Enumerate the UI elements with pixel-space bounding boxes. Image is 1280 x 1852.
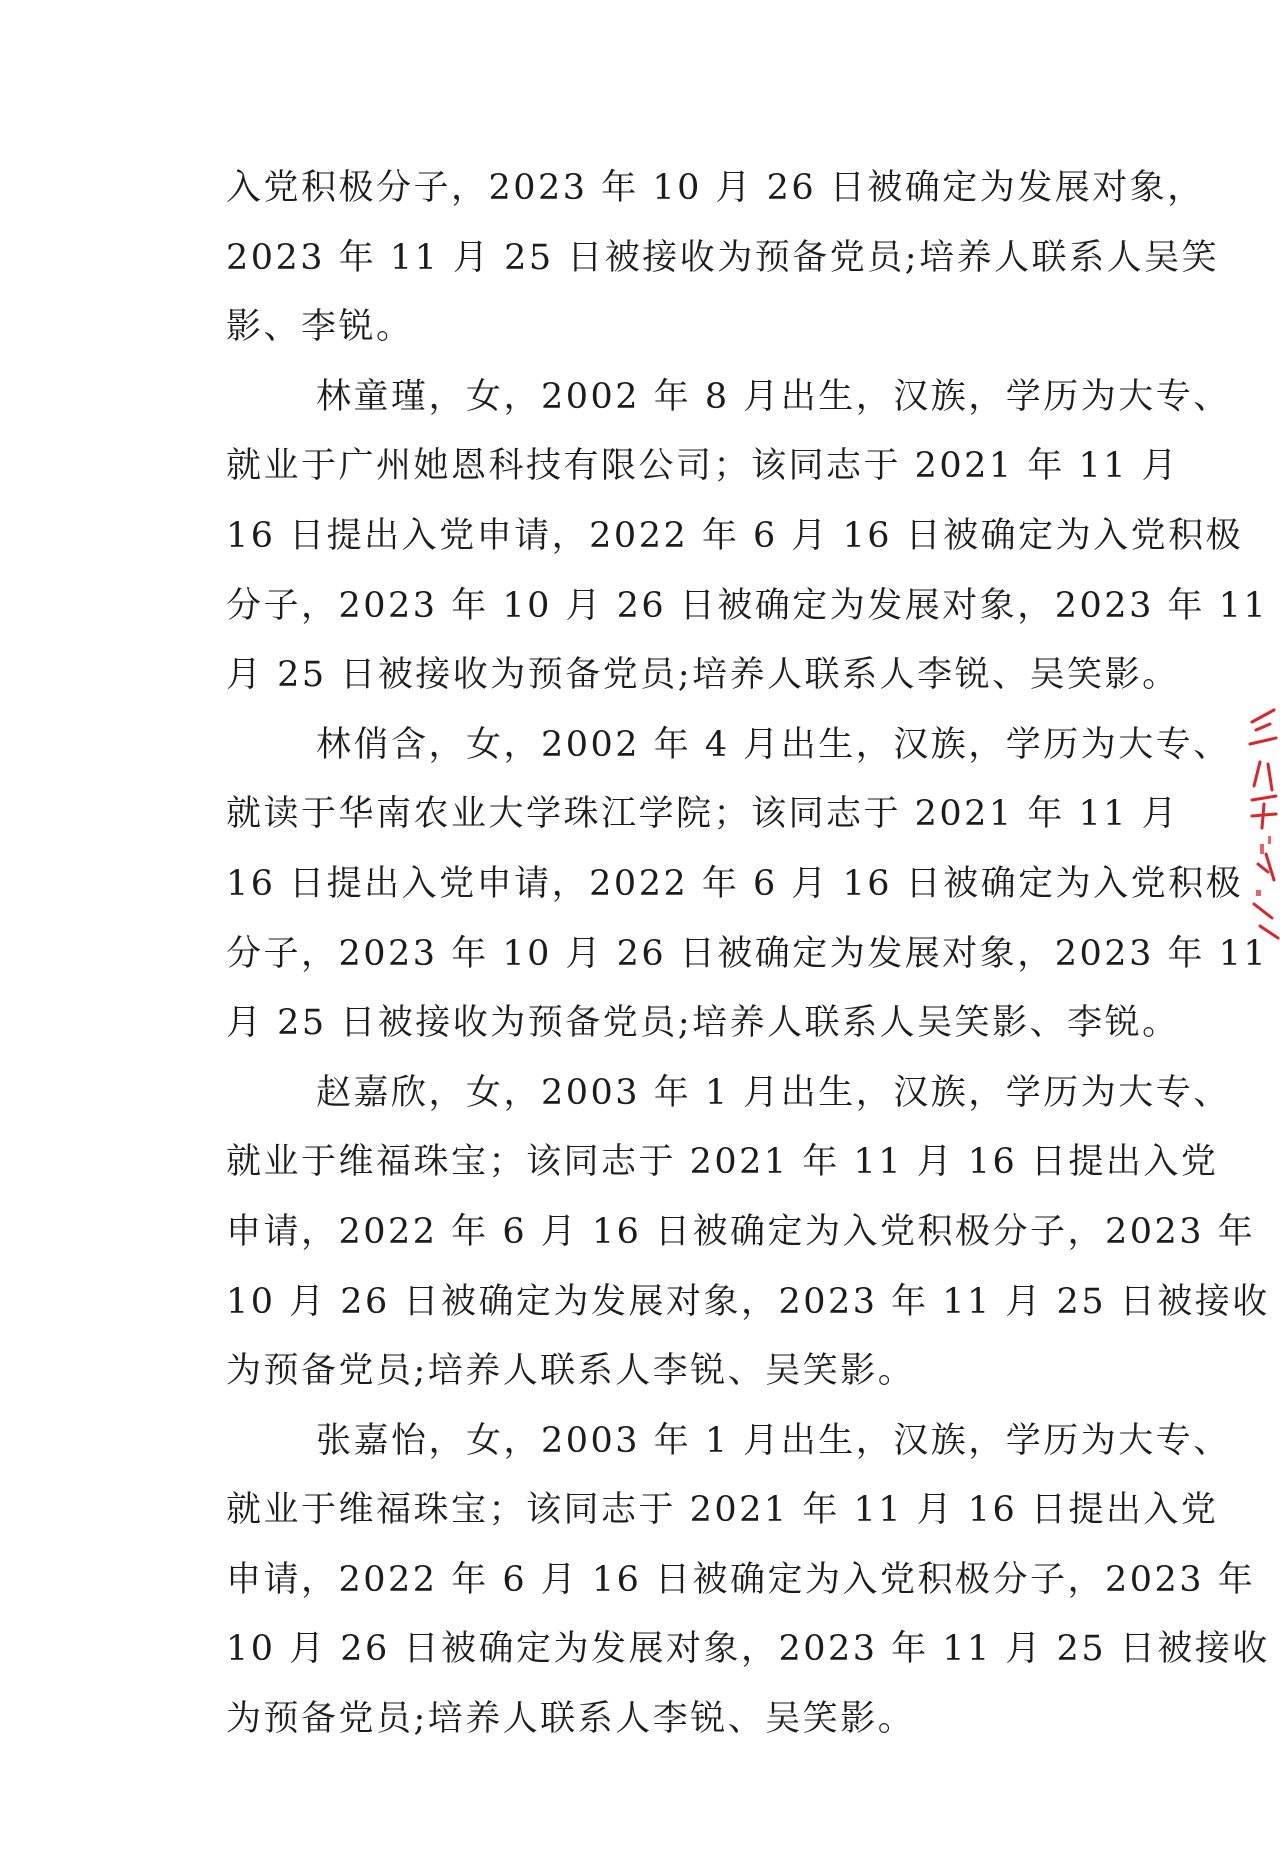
paragraph-line: 月 25 日被接收为预备党员;培养人联系人李锐、吴笑影。 — [226, 655, 1180, 696]
seal-fragment-icon — [1246, 704, 1280, 944]
paragraph-first-line: 林俏含，女，2002 年 4 月出生，汉族，学历为大专、 — [316, 724, 1231, 765]
paragraph-line: 10 月 26 日被确定为发展对象，2023 年 11 月 25 日被接收 — [226, 1281, 1270, 1322]
paragraph-line: 分子，2023 年 10 月 26 日被确定为发展对象，2023 年 11 — [226, 585, 1269, 626]
paragraph-line: 16 日提出入党申请，2022 年 6 月 16 日被确定为入党积极 — [226, 515, 1244, 556]
paragraph-line: 为预备党员;培养人联系人李锐、吴笑影。 — [226, 1351, 916, 1392]
paragraph-line: 16 日提出入党申请，2022 年 6 月 16 日被确定为入党积极 — [226, 863, 1244, 904]
paragraph-first-line: 赵嘉欣，女，2003 年 1 月出生，汉族，学历为大专、 — [316, 1072, 1231, 1113]
paragraph-first-line: 林童瑾，女，2002 年 8 月出生，汉族，学历为大专、 — [316, 376, 1231, 417]
paragraph-line: 月 25 日被接收为预备党员;培养人联系人吴笑影、李锐。 — [226, 1003, 1180, 1044]
paragraph-line: 2023 年 11 月 25 日被接收为预备党员;培养人联系人吴笑 — [226, 237, 1220, 278]
paragraph-line: 为预备党员;培养人联系人李锐、吴笑影。 — [226, 1699, 916, 1740]
paragraph-line: 就业于广州她恩科技有限公司；该同志于 2021 年 11 月 — [226, 446, 1180, 487]
paragraph-line: 就业于维福珠宝；该同志于 2021 年 11 月 16 日提出入党 — [226, 1490, 1219, 1531]
paragraph-line: 分子，2023 年 10 月 26 日被确定为发展对象，2023 年 11 — [226, 933, 1269, 974]
paragraph-first-line: 张嘉怡，女，2003 年 1 月出生，汉族，学历为大专、 — [316, 1420, 1231, 1461]
paragraph-line: 影、李锐。 — [226, 307, 414, 348]
paragraph-line: 就读于华南农业大学珠江学院；该同志于 2021 年 11 月 — [226, 794, 1180, 835]
paragraph-line: 就业于维福珠宝；该同志于 2021 年 11 月 16 日提出入党 — [226, 1142, 1219, 1183]
paragraph-line: 入党积极分子，2023 年 10 月 26 日被确定为发展对象， — [226, 168, 1205, 208]
paragraph-line: 申请，2022 年 6 月 16 日被确定为入党积极分子，2023 年 — [226, 1559, 1256, 1600]
document-body — [226, 154, 1270, 1755]
paragraph-line: 申请，2022 年 6 月 16 日被确定为入党积极分子，2023 年 — [226, 1211, 1256, 1252]
paragraph-line: 10 月 26 日被确定为发展对象，2023 年 11 月 25 日被接收 — [226, 1629, 1270, 1670]
